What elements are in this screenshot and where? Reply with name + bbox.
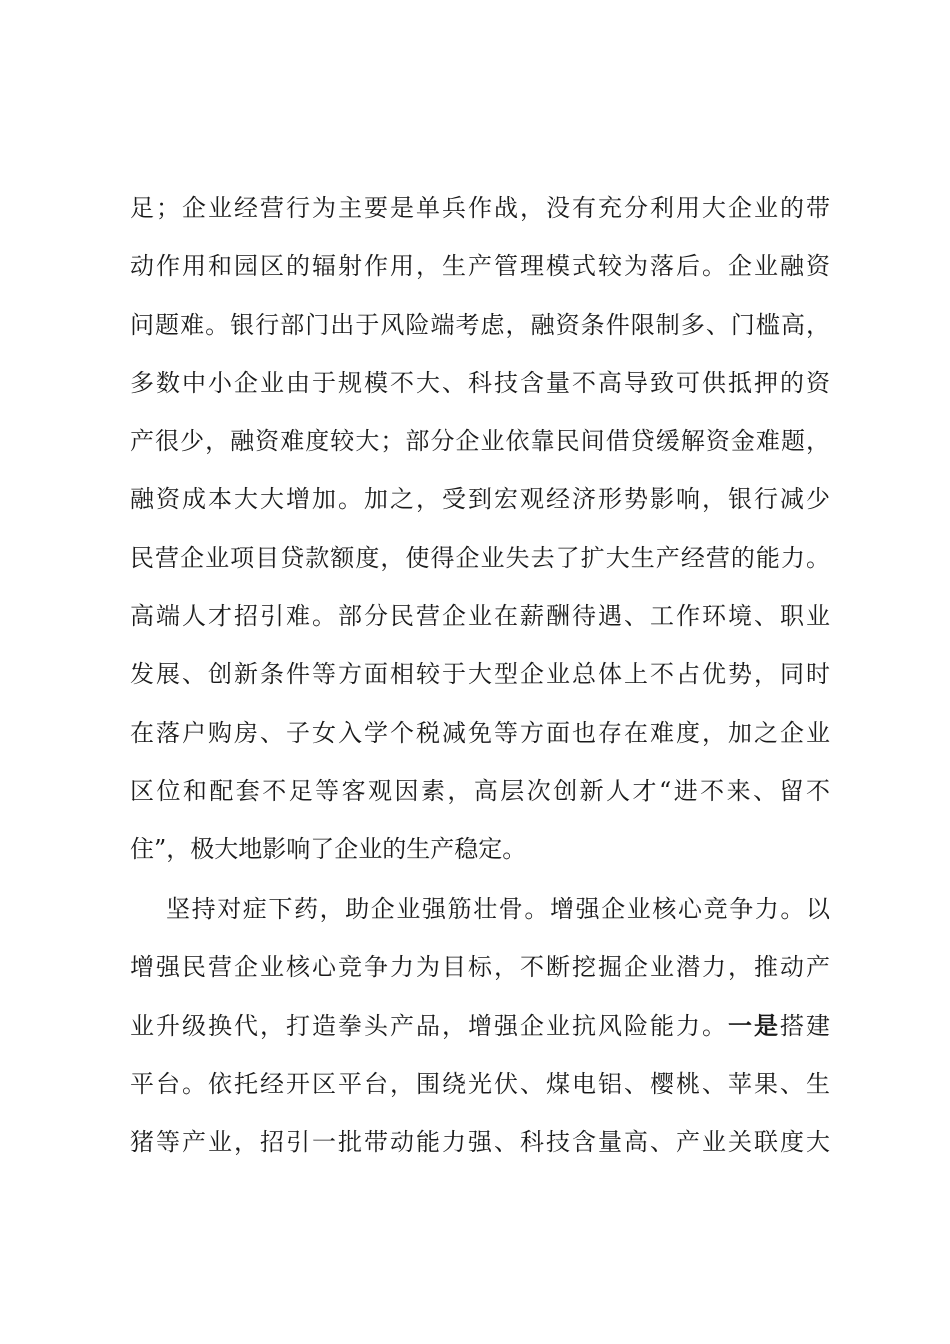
text-line: 动作用和园区的辐射作用，生产管理模式较为落后。企业融资 (130, 252, 830, 281)
text-line (130, 997, 830, 1055)
text-line: 问题难。银行部门出于风险端考虑，融资条件限制多、门槛高， (130, 310, 830, 339)
text-line: 产很少，融资难度较大；部分企业依靠民间借贷缓解资金难题， (130, 427, 830, 456)
text-line: 融资成本大大增加。加之，受到宏观经济形势影响，银行减少 (130, 485, 830, 514)
text-span: 搭建 (780, 1011, 830, 1040)
text-line: 平台。依托经开区平台，围绕光伏、煤电铝、樱桃、苹果、生 (130, 1069, 830, 1098)
bold-lead-in: 一是 (728, 1010, 780, 1040)
text-line: 发展、创新条件等方面相较于大型企业总体上不占优势，同时 (130, 660, 830, 689)
text-line: 猪等产业，招引一批带动能力强、科技含量高、产业关联度大 (130, 1128, 830, 1157)
text-line: 多数中小企业由于规模不大、科技含量不高导致可供抵押的资 (130, 368, 830, 397)
text-line: 住”，极大地影响了企业的生产稳定。 (130, 835, 527, 864)
text-line: 高端人才招引难。部分民营企业在薪酬待遇、工作环境、职业 (130, 602, 830, 631)
text-line: 在落户购房、子女入学个税减免等方面也存在难度，加之企业 (130, 718, 830, 747)
text-line: 坚持对症下药，助企业强筋壮骨。增强企业核心竞争力。以 (166, 895, 830, 923)
paragraph-measures (130, 880, 830, 1171)
text-span: 业升级换代，打造拳头产品，增强企业抗风险能力。 (130, 1011, 728, 1040)
text-line: 民营企业项目贷款额度，使得企业失去了扩大生产经营的能力。 (130, 543, 830, 572)
text-line: 足；企业经营行为主要是单兵作战，没有充分利用大企业的带 (130, 194, 830, 222)
text-line: 增强民营企业核心竞争力为目标，不断挖掘企业潜力，推动产 (130, 953, 830, 982)
paragraph-challenges (130, 179, 830, 879)
text-line: 区位和配套不足等客观因素，高层次创新人才“进不来、留不 (130, 776, 830, 805)
